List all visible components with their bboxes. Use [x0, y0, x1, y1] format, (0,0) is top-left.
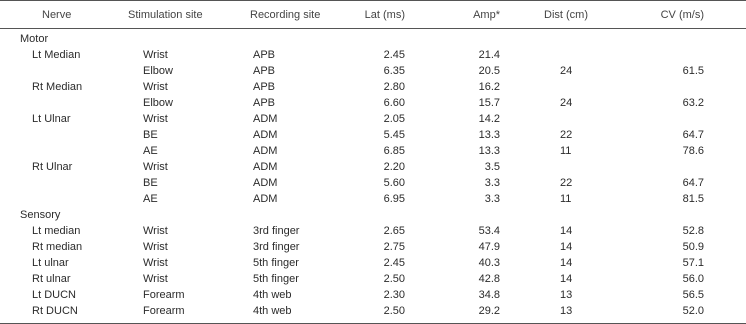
nerve-cell: Rt Ulnar — [32, 161, 73, 173]
dist-cell: 14 — [560, 241, 573, 253]
header-dist: Dist (cm) — [544, 9, 588, 21]
nerve-cell: Lt ulnar — [32, 257, 69, 269]
cv-cell: 52.0 — [682, 305, 704, 317]
section-label: Motor — [20, 33, 49, 45]
table-row — [0, 47, 746, 63]
stimulation-site-cell: BE — [143, 177, 158, 189]
recording-site-cell: APB — [253, 49, 276, 61]
stimulation-site-cell: AE — [143, 145, 158, 157]
nerve-cell: Lt median — [32, 225, 81, 237]
recording-site-cell: 4th web — [253, 305, 292, 317]
recording-site-cell: 3rd finger — [253, 225, 300, 237]
recording-site-cell: ADM — [253, 161, 278, 173]
table-row — [0, 223, 746, 239]
table-row — [0, 127, 746, 143]
header-stimulation-site: Stimulation site — [128, 9, 203, 21]
dist-cell: 11 — [560, 145, 572, 157]
stimulation-site-cell: BE — [143, 129, 158, 141]
recording-site-cell: APB — [253, 65, 276, 77]
table-row — [0, 79, 746, 95]
dist-cell: 24 — [560, 97, 573, 109]
recording-site-cell: ADM — [253, 145, 278, 157]
recording-site-cell: ADM — [253, 113, 278, 125]
lat-cell: 5.45 — [383, 129, 405, 141]
lat-cell: 6.35 — [383, 65, 405, 77]
stimulation-site-cell: Forearm — [143, 289, 185, 301]
nerve-cell: Lt Median — [32, 49, 81, 61]
header-amp: Amp* — [473, 9, 500, 21]
table-row — [0, 271, 746, 287]
lat-cell: 2.30 — [383, 289, 405, 301]
stimulation-site-cell: Wrist — [143, 113, 168, 125]
header-rule — [0, 28, 746, 29]
amp-cell: 13.3 — [478, 129, 500, 141]
header-cv: CV (m/s) — [660, 9, 704, 21]
stimulation-site-cell: Wrist — [143, 241, 168, 253]
dist-cell: 13 — [560, 305, 573, 317]
cv-cell: 52.8 — [682, 225, 704, 237]
cv-cell: 64.7 — [682, 177, 704, 189]
cv-cell: 81.5 — [682, 193, 704, 205]
lat-cell: 2.65 — [383, 225, 405, 237]
amp-cell: 16.2 — [478, 81, 500, 93]
nerve-cell: Rt DUCN — [32, 305, 78, 317]
table-row — [0, 175, 746, 191]
amp-cell: 29.2 — [478, 305, 500, 317]
table-row — [0, 95, 746, 111]
stimulation-site-cell: Forearm — [143, 305, 185, 317]
lat-cell: 2.45 — [383, 257, 405, 269]
dist-cell: 14 — [560, 273, 573, 285]
lat-cell: 2.05 — [383, 113, 405, 125]
table-row — [0, 159, 746, 175]
nerve-cell: Lt DUCN — [32, 289, 77, 301]
lat-cell: 5.60 — [383, 177, 405, 189]
amp-cell: 34.8 — [478, 289, 500, 301]
stimulation-site-cell: Wrist — [143, 225, 168, 237]
cv-cell: 64.7 — [682, 129, 704, 141]
top-rule — [0, 0, 746, 1]
lat-cell: 2.20 — [383, 161, 405, 173]
lat-cell: 2.80 — [383, 81, 405, 93]
cv-cell: 61.5 — [682, 65, 704, 77]
cv-cell: 63.2 — [682, 97, 704, 109]
amp-cell: 20.5 — [478, 65, 500, 77]
recording-site-cell: 4th web — [253, 289, 292, 301]
amp-cell: 15.7 — [478, 97, 500, 109]
stimulation-site-cell: Wrist — [143, 81, 168, 93]
cv-cell: 56.0 — [682, 273, 704, 285]
recording-site-cell: APB — [253, 81, 276, 93]
recording-site-cell: ADM — [253, 177, 278, 189]
nerve-cell: Lt Ulnar — [32, 113, 71, 125]
header-recording-site: Recording site — [250, 9, 321, 21]
stimulation-site-cell: Elbow — [143, 65, 173, 77]
dist-cell: 24 — [560, 65, 573, 77]
recording-site-cell: 5th finger — [253, 273, 299, 285]
lat-cell: 2.50 — [383, 273, 405, 285]
amp-cell: 47.9 — [478, 241, 500, 253]
section-row — [0, 207, 746, 223]
table-row — [0, 63, 746, 79]
cv-cell: 57.1 — [682, 257, 704, 269]
stimulation-site-cell: Wrist — [143, 273, 168, 285]
stimulation-site-cell: Wrist — [143, 49, 168, 61]
amp-cell: 42.8 — [478, 273, 500, 285]
table-row — [0, 143, 746, 159]
stimulation-site-cell: Wrist — [143, 161, 168, 173]
dist-cell: 11 — [560, 193, 572, 205]
lat-cell: 6.95 — [383, 193, 405, 205]
amp-cell: 3.3 — [484, 193, 500, 205]
amp-cell: 14.2 — [478, 113, 500, 125]
amp-cell: 40.3 — [478, 257, 500, 269]
table-row — [0, 239, 746, 255]
lat-cell: 2.50 — [383, 305, 405, 317]
section-label: Sensory — [20, 209, 61, 221]
table-row — [0, 303, 746, 319]
recording-site-cell: ADM — [253, 193, 278, 205]
amp-cell: 3.3 — [484, 177, 500, 189]
section-row — [0, 31, 746, 47]
dist-cell: 14 — [560, 225, 573, 237]
lat-cell: 6.60 — [383, 97, 405, 109]
lat-cell: 2.75 — [383, 241, 405, 253]
recording-site-cell: 3rd finger — [253, 241, 300, 253]
table-row — [0, 191, 746, 207]
dist-cell: 22 — [560, 129, 573, 141]
recording-site-cell: 5th finger — [253, 257, 299, 269]
amp-cell: 13.3 — [478, 145, 500, 157]
stimulation-site-cell: Wrist — [143, 257, 168, 269]
nerve-cell: Rt median — [32, 241, 83, 253]
dist-cell: 22 — [560, 177, 573, 189]
stimulation-site-cell: AE — [143, 193, 158, 205]
table-row — [0, 287, 746, 303]
lat-cell: 6.85 — [383, 145, 405, 157]
nerve-cell: Rt Median — [32, 81, 83, 93]
stimulation-site-cell: Elbow — [143, 97, 173, 109]
table-row — [0, 255, 746, 271]
table-row — [0, 111, 746, 127]
lat-cell: 2.45 — [383, 49, 405, 61]
amp-cell: 53.4 — [478, 225, 500, 237]
header-lat: Lat (ms) — [364, 9, 405, 21]
cv-cell: 56.5 — [682, 289, 704, 301]
dist-cell: 14 — [560, 257, 573, 269]
cv-cell: 78.6 — [682, 145, 704, 157]
dist-cell: 13 — [560, 289, 573, 301]
cv-cell: 50.9 — [682, 241, 704, 253]
amp-cell: 21.4 — [478, 49, 500, 61]
header-nerve: Nerve — [42, 9, 72, 21]
amp-cell: 3.5 — [484, 161, 500, 173]
recording-site-cell: ADM — [253, 129, 278, 141]
nerve-cell: Rt ulnar — [32, 273, 71, 285]
recording-site-cell: APB — [253, 97, 276, 109]
